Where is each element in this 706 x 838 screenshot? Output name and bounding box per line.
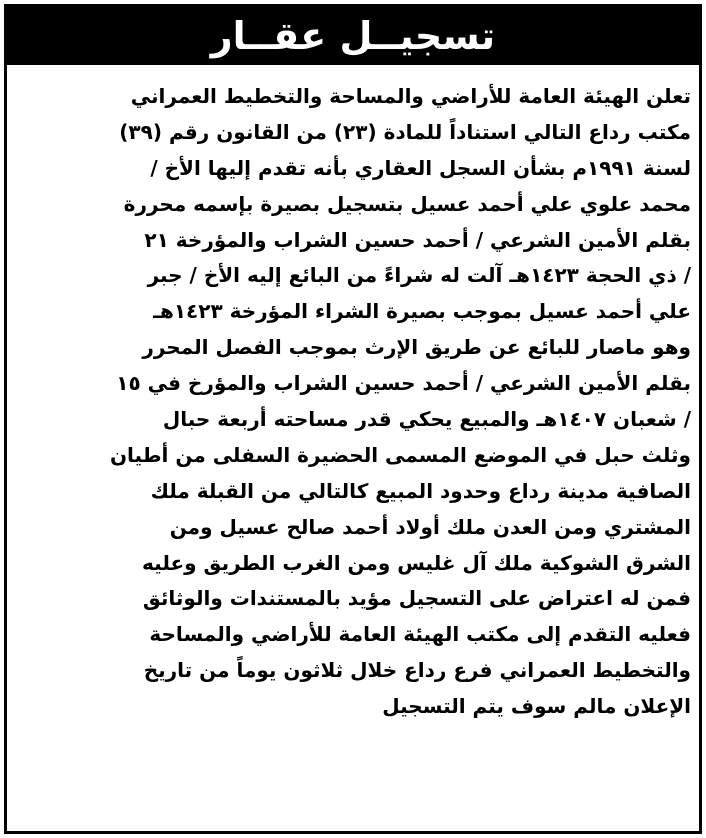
notice-line-5: بقلم الأمين الشرعي / أحمد حسين الشراب والمؤرخة ٢١ bbox=[144, 227, 691, 252]
notice-line-3: لسنة ١٩٩١م بشأن السجل العقاري بأنه تقدم إليها الأخ / bbox=[150, 155, 691, 180]
notice-header bbox=[7, 7, 699, 65]
notice-frame bbox=[4, 4, 702, 834]
notice-line-15: فمن له اعتراض على التسجيل مؤيد بالمستندات والوثائق bbox=[142, 586, 691, 611]
notice-line-9: بقلم الأمين الشرعي / أحمد حسين الشراب والمؤرخ في ١٥ bbox=[116, 371, 691, 396]
notice-line-4: محمد علوي علي أحمد عسيل بتسجيل بصيرة بإسمه محررة bbox=[123, 191, 691, 216]
notice-title: تسجيــل عقــار bbox=[210, 14, 496, 58]
notice-line-13: المشتري ومن العدن ملك أولاد أحمد صالح عسيل ومن bbox=[169, 514, 691, 539]
notice-line-11: وثلث حبل في الموضع المسمى الحضيرة السفلى من أطيان bbox=[109, 442, 691, 467]
notice-line-2: مكتب رداع التالي استناداً للمادة (٢٣) من القانون رقم (٣٩) bbox=[119, 119, 691, 144]
notice-line-7: علي أحمد عسيل بموجب بصيرة الشراء المؤرخة ١٤٢٣هـ bbox=[153, 299, 691, 324]
notice-line-17: والتخطيط العمراني فرع رداع خلال ثلاثون يوماً من تاريخ bbox=[143, 658, 691, 683]
notice-line-16: فعليه التقدم إلى مكتب الهيئة العامة للأراضي والمساحة bbox=[149, 622, 691, 647]
notice-line-8: وهو ماصار للبائع عن طريق الإرث بموجب الفصل المحرر bbox=[142, 335, 691, 360]
notice-line-6: / ذي الحجة ١٤٢٣هـ آلت له شراءً من البائع إليه الأخ / جبر bbox=[147, 263, 691, 288]
notice-line-14: الشرق الشوكية ملك آل غليس ومن الغرب الطريق وعليه bbox=[142, 550, 691, 575]
notice-line-1: تعلن الهيئة العامة للأراضي والمساحة والتخطيط العمراني bbox=[130, 84, 691, 108]
notice-line-12: الصافية مدينة رداع وحدود المبيع كالتالي من القبلة ملك bbox=[150, 478, 691, 503]
notice-line-18: الإعلان مالم سوف يتم التسجيل bbox=[382, 694, 691, 719]
notice-line-10: / شعبان ١٤٠٧هـ والمبيع يحكي قدر مساحته أربعة حبال bbox=[162, 407, 691, 432]
notice-body bbox=[15, 79, 691, 725]
